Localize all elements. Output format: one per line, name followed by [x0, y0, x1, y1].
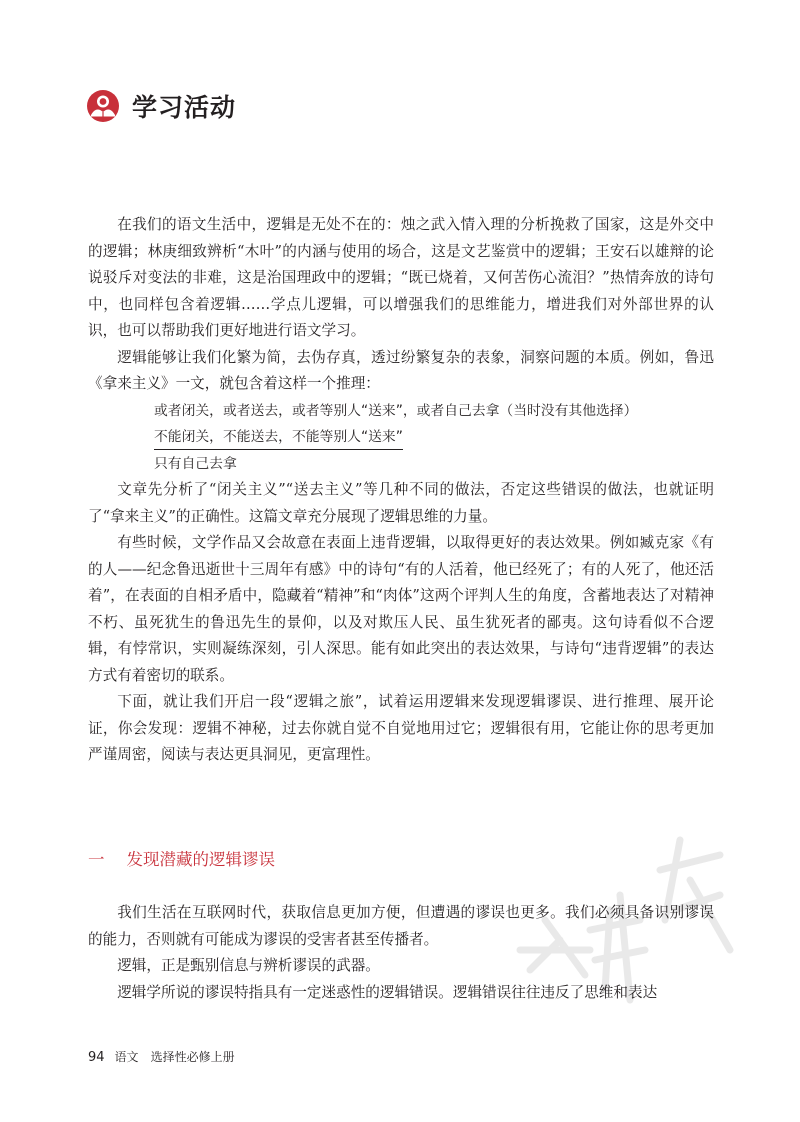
paragraph: 逻辑能够让我们化繁为简，去伪存真，透过纷繁复杂的表象，洞察问题的本质。例如，鲁迅《拿来主义》一文，就包含着这样一个推理：: [88, 348, 714, 392]
section-title: 发现潜藏的逻辑谬误: [126, 850, 275, 869]
premise-major: 或者闭关，或者送去，或者等别人“送来”，或者自己去拿（当时没有其他选择）: [154, 402, 638, 419]
book-volume: 选择性必修上册: [150, 1050, 235, 1064]
conclusion: 只有自己去拿: [154, 455, 237, 472]
page-footer: [88, 1048, 235, 1065]
syllogism-block: [154, 398, 714, 478]
page-title: 学习活动: [132, 93, 237, 122]
paragraph: 我们生活在互联网时代，获取信息更加方便，但遭遇的谬误也更多。我们必须具备识别谬误的能力，否则就有可能成为谬误的受害者甚至传播者。: [88, 904, 714, 948]
book-subject: 语文: [114, 1050, 139, 1064]
paragraph: 逻辑学所说的谬误特指具有一定迷惑性的逻辑错误。逻辑错误往往违反了思维和表达: [117, 983, 658, 1001]
intro-text: [88, 212, 714, 769]
paragraph: 逻辑，正是甄别信息与辨析谬误的武器。: [117, 957, 380, 974]
section-number: 一: [88, 850, 105, 869]
page-number: 94: [88, 1050, 105, 1065]
paragraph: 在我们的语文生活中，逻辑是无处不在的：烛之武入情入理的分析挽救了国家，这是外交中的逻辑；林庚细致辨析“木叶”的内涵与使用的场合，这是文艺鉴赏中的逻辑；王安石以雄辩的论说驳斥对变法的非难，这是治国理政中的逻辑；“既已烧着，又何苦伤心流泪？”热情奔放的诗句中，也同样包含着逻辑……学点儿逻辑，可以增强我们的思维能力，增进我们对外部世界的认识，也可以帮助我们更好地进行语文学习。: [88, 216, 714, 339]
reader-icon: [86, 89, 120, 123]
section-heading: [88, 846, 275, 870]
paragraph: 文章先分析了“闭关主义”“送去主义”等几种不同的做法，否定这些错误的做法，也就证明了“拿来主义”的正确性。这篇文章充分展现了逻辑思维的力量。: [88, 481, 714, 525]
section-text: [88, 900, 714, 1006]
paragraph: 有些时候，文学作品又会故意在表面上违背逻辑，以取得更好的表达效果。例如臧克家《有的人——纪念鲁迅逝世十三周年有感》中的诗句“有的人活着，他已经死了；有的人死了，他还活着”，在表面的自相矛盾中，隐藏着“精神”和“肉体”这两个评判人生的角度，含蓄地表达了对精神不朽、虽死犹生的鲁迅先生的景仰，以及对欺压人民、虽生犹死者的鄙夷。这句诗看似不合逻辑，有悖常识，实则凝练深刻，引人深思。能有如此突出的表达效果，与诗句“违背逻辑”的表达方式有着密切的联系。: [88, 534, 714, 684]
section-header: [86, 86, 236, 126]
paragraph: 下面，就让我们开启一段“逻辑之旅”，试着运用逻辑来发现逻辑谬误、进行推理、展开论证，你会发现：逻辑不神秘，过去你就自觉不自觉地用过它；逻辑很有用，它能让你的思考更加严谨周密，阅读与表达更具洞见，更富理性。: [88, 693, 714, 763]
premise-minor: 不能闭关，不能送去，不能等别人“送来”: [154, 426, 403, 450]
